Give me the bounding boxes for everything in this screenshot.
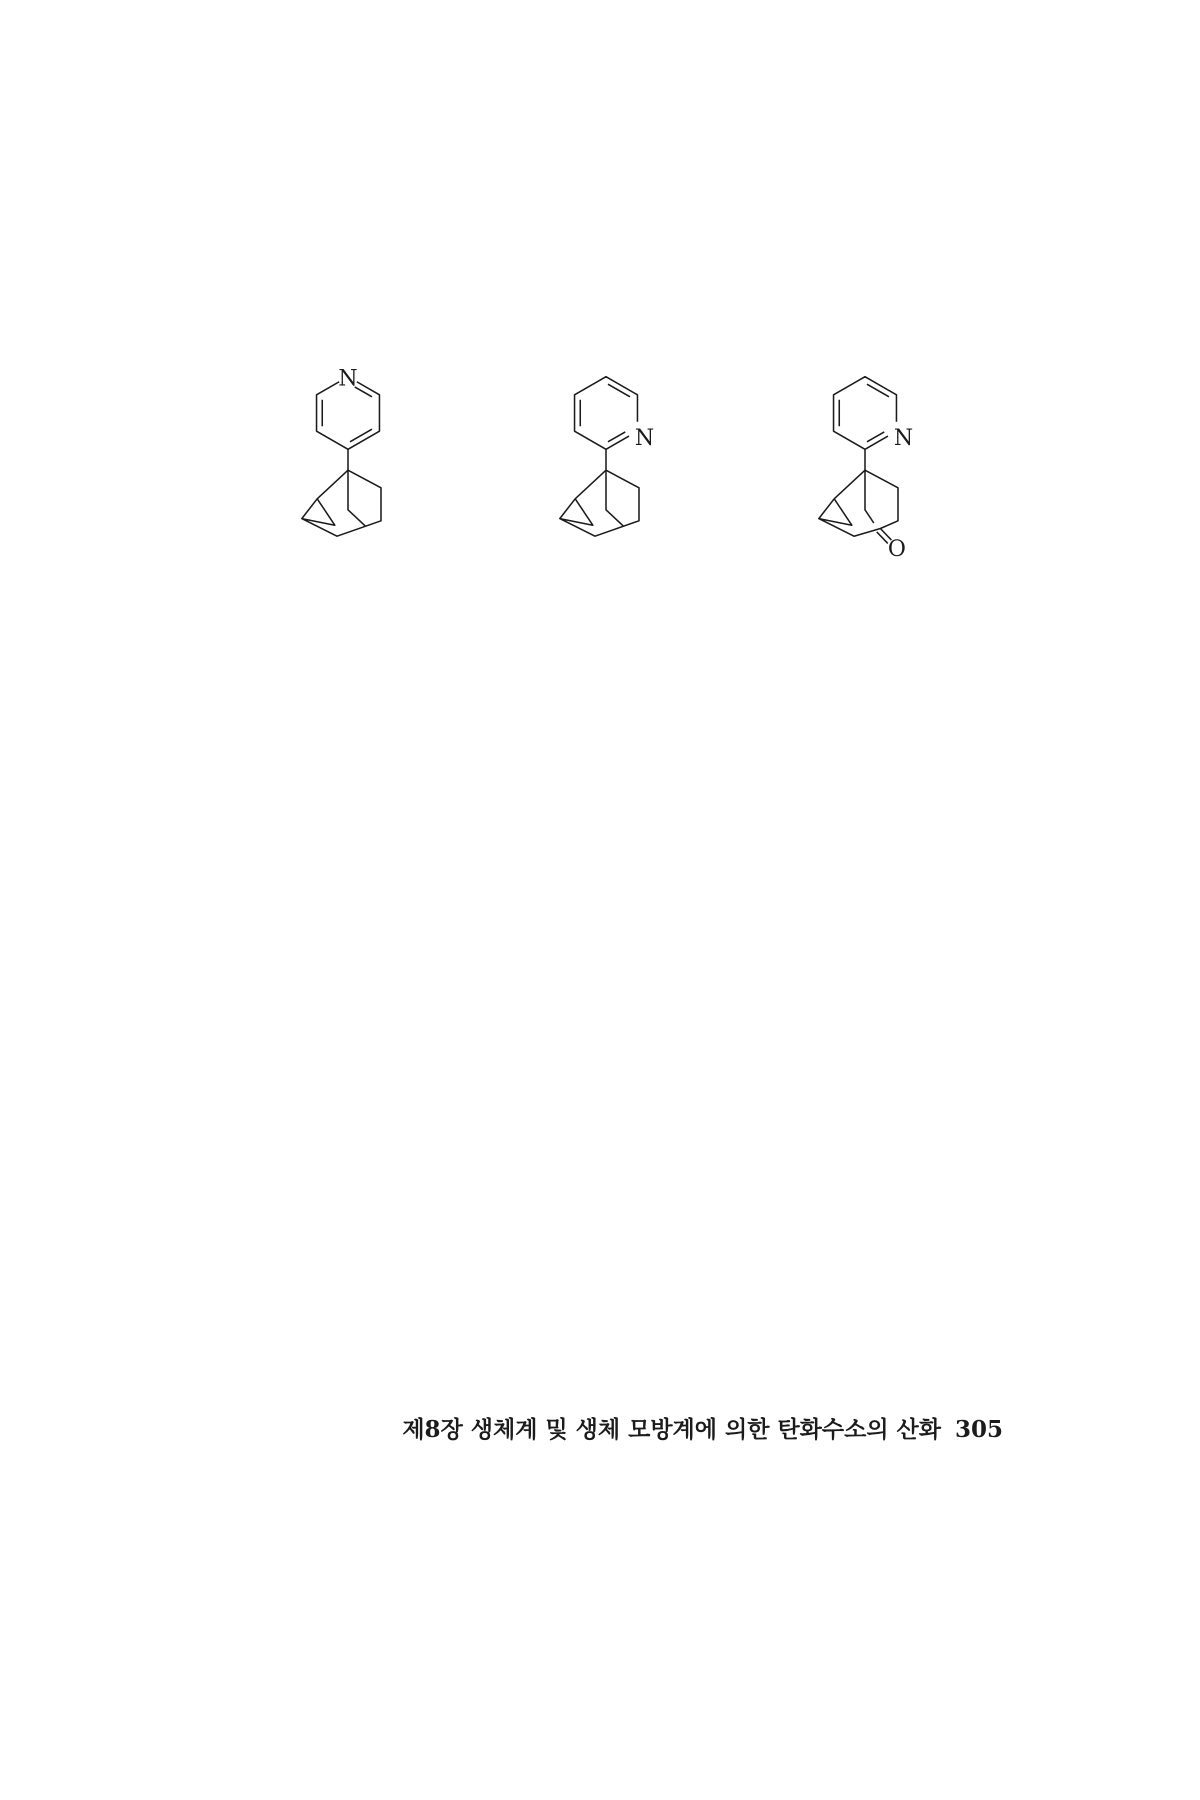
running-title: 제8장 생체계 및 생체 모방계에 의한 탄화수소의 산화 <box>402 1416 941 1443</box>
compound-10-structure <box>302 367 381 537</box>
chemical-structures-figure <box>136 360 1036 610</box>
pyridine-ring <box>317 382 380 450</box>
page-number: 305 <box>954 1416 1003 1443</box>
adamantane-cage <box>819 470 898 536</box>
pyridine-ring <box>834 377 897 450</box>
oxygen-atom-label: O <box>887 537 906 562</box>
ring-double-bonds <box>839 384 889 442</box>
adamantane-cage <box>560 470 639 536</box>
ring-double-bonds <box>322 387 372 442</box>
body-text <box>136 633 1036 637</box>
ring-double-bonds <box>580 384 630 442</box>
nitrogen-atom-label: N <box>634 425 655 451</box>
adamantane-cage <box>302 470 381 536</box>
compound-12-structure <box>819 377 913 562</box>
page-footer <box>402 1412 1003 1448</box>
nitrogen-atom-label: N <box>893 425 914 451</box>
nitrogen-atom-label: N <box>338 366 358 392</box>
structure-drawings <box>136 360 1036 610</box>
compound-11-structure <box>560 377 654 537</box>
pyridine-ring <box>575 377 638 450</box>
